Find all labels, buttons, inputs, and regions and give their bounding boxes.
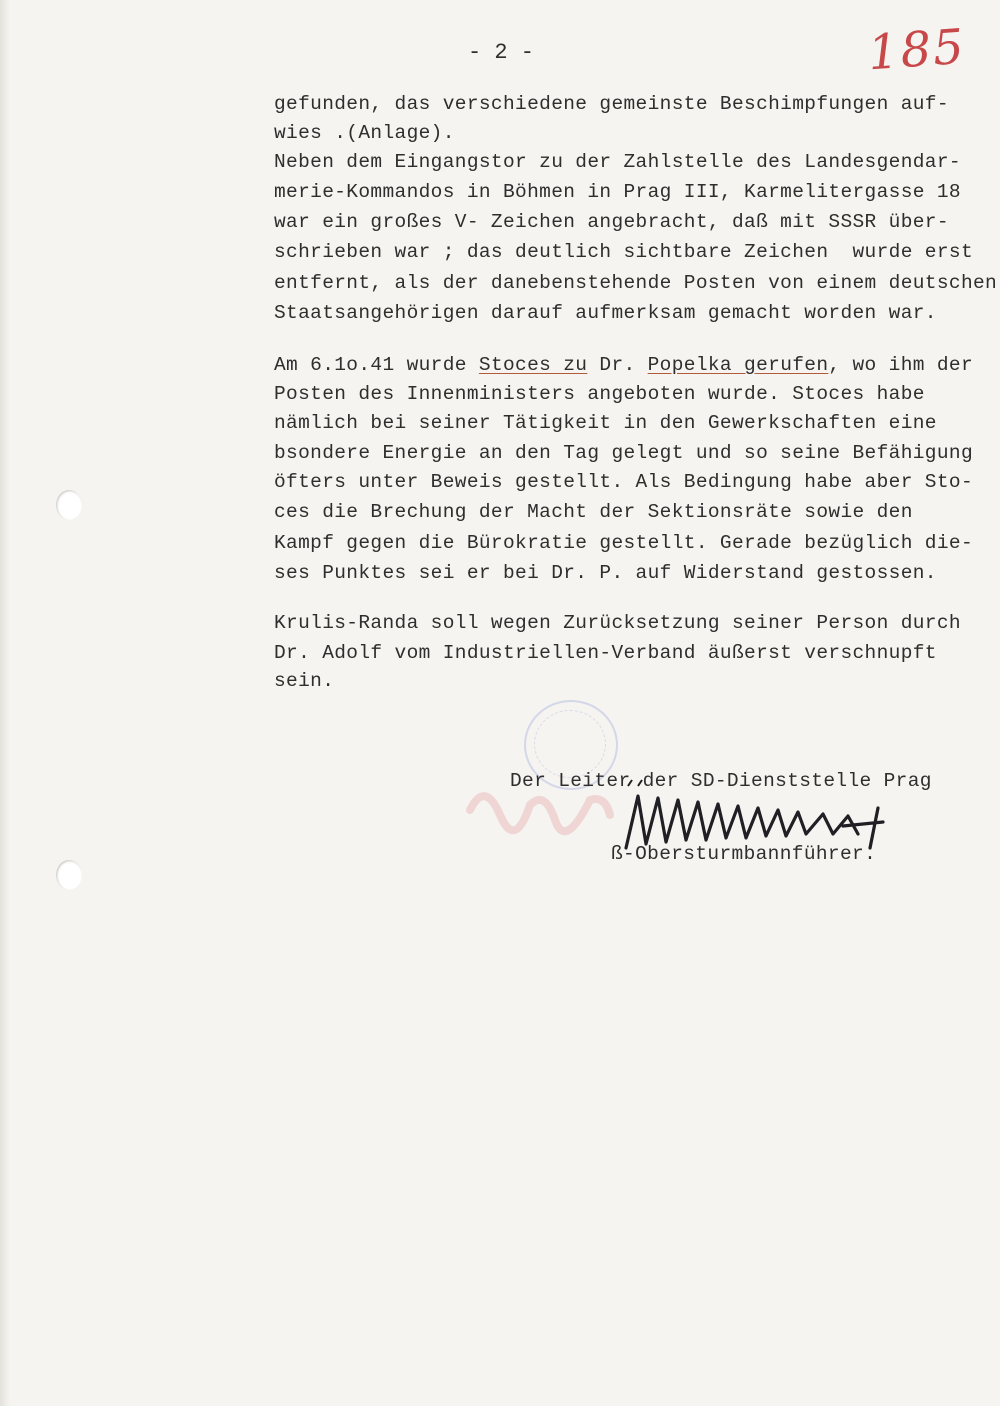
- paragraph3-text-mid: Dr.: [587, 354, 648, 376]
- paragraph2-line-3: war ein großes V- Zeichen angebracht, daß mit SSSR über-: [274, 211, 949, 233]
- paragraph4-line-3: sein.: [274, 670, 335, 692]
- paragraph2-line-5: entfernt, als der danebenstehende Posten von einem deutschen: [274, 272, 998, 294]
- paragraph3-line-4: bsondere Energie an den Tag gelegt und so seine Befähigung: [274, 442, 974, 464]
- paragraph3-line-5: öfters unter Beweis gestellt. Als Bedingung habe aber Sto-: [274, 471, 974, 493]
- punch-hole-upper: [56, 490, 82, 520]
- paragraph4-line-2: Dr. Adolf vom Industriellen-Verband äußerst verschnupft: [274, 642, 937, 664]
- paragraph3-line-7: Kampf gegen die Bürokratie gestellt. Gerade bezüglich die-: [274, 532, 974, 554]
- underlined-name-popelka: Popelka gerufen: [647, 354, 829, 376]
- punch-hole-lower: [56, 860, 82, 890]
- paragraph1-line-2: wies .(Anlage).: [274, 122, 455, 144]
- paragraph2-line-1: Neben dem Eingangstor zu der Zahlstelle des Landesgendar-: [274, 151, 961, 173]
- paragraph2-line-2: merie-Kommandos in Böhmen in Prag III, Karmelitergasse 18: [274, 181, 961, 203]
- signature-rank: ß-Obersturmbannführer.: [611, 843, 877, 865]
- paragraph3-text-pre: Am 6.1o.41 wurde: [274, 354, 479, 376]
- paragraph3-line-6: ces die Brechung der Macht der Sektionsräte sowie den: [274, 501, 913, 523]
- paragraph3-line-2: Posten des Innenministers angeboten wurde. Stoces habe: [274, 383, 925, 405]
- paragraph3-line-3: nämlich bei seiner Tätigkeit in den Gewerkschaften eine: [274, 412, 937, 434]
- page-number: - 2 -: [468, 40, 535, 65]
- paragraph3-text-post: , wo ihm der: [828, 354, 974, 376]
- paragraph3-line-1: [274, 354, 973, 376]
- signature-title: Der Leiter der SD-Dienststelle Prag: [510, 770, 932, 792]
- underlined-name-stoces: Stoces zu: [478, 354, 588, 376]
- paragraph4-line-1: Krulis-Randa soll wegen Zurücksetzung seiner Person durch: [274, 612, 961, 634]
- paragraph1-line-1: gefunden, das verschiedene gemeinste Beschimpfungen auf-: [274, 93, 949, 115]
- paragraph2-line-4: schrieben war ; das deutlich sichtbare Zeichen wurde erst: [274, 241, 974, 263]
- paragraph2-line-6: Staatsangehörigen darauf aufmerksam gemacht worden war.: [274, 302, 937, 324]
- faded-stamp-inner-ring: [534, 710, 606, 778]
- page-edge-shadow: [0, 0, 10, 1406]
- paragraph3-line-8: ses Punktes sei er bei Dr. P. auf Widerstand gestossen.: [274, 562, 937, 584]
- archive-number: 185: [866, 18, 968, 82]
